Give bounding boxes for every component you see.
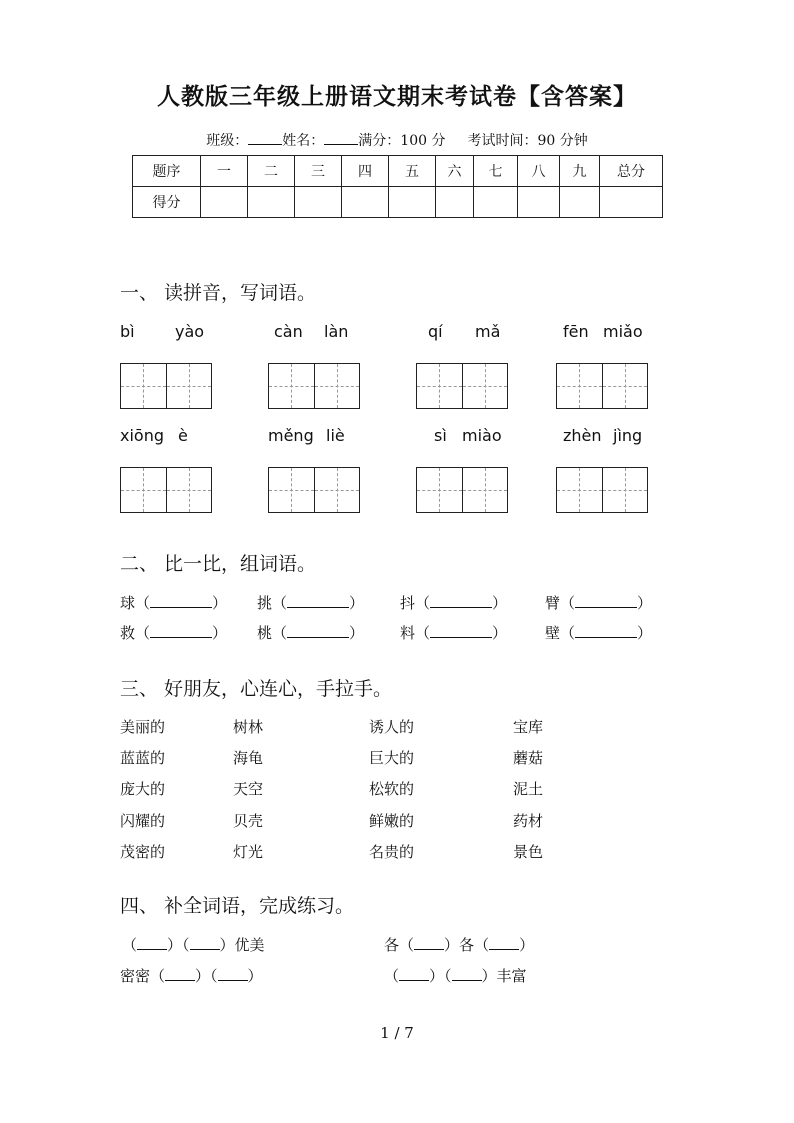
score-header-cell: 四 [342, 156, 389, 187]
page-number: 1 / 7 [380, 1024, 414, 1042]
pinyin: liè [326, 426, 345, 445]
class-label: 班级： [206, 133, 249, 149]
match-word: 蘑菇 [513, 749, 544, 767]
name-label: 姓名： [282, 133, 325, 149]
match-word: 松软的 [369, 780, 415, 798]
match-word: 灯光 [233, 843, 264, 861]
match-word: 美丽的 [120, 718, 166, 736]
pinyin: làn [324, 322, 349, 341]
class-blank [248, 132, 282, 145]
writing-grid[interactable] [556, 363, 648, 409]
section3-heading: 三、 好朋友，心连心，手拉手。 [120, 678, 393, 700]
score-header-cell: 二 [248, 156, 295, 187]
match-word: 海龟 [233, 749, 264, 767]
score-cell[interactable] [295, 187, 342, 218]
section2-heading: 二、 比一比，组词语。 [120, 553, 317, 575]
pinyin: miào [462, 426, 502, 445]
writing-grid[interactable] [120, 363, 212, 409]
pinyin: càn [274, 322, 303, 341]
pinyin: fēn [563, 322, 589, 341]
pinyin: xiōng [120, 426, 164, 445]
exam-time: 考试时间：90 分钟 [467, 133, 588, 149]
writing-grid[interactable] [416, 467, 508, 513]
score-header-cell: 题序 [133, 156, 201, 187]
pinyin: měng [268, 426, 314, 445]
score-cell[interactable] [389, 187, 436, 218]
match-word: 蓝蓝的 [120, 749, 166, 767]
exam-info [0, 130, 794, 150]
match-word: 诱人的 [369, 718, 415, 736]
name-blank [324, 132, 358, 145]
score-header-cell: 一 [201, 156, 248, 187]
match-word: 树林 [233, 718, 264, 736]
match-word: 宝库 [513, 718, 544, 736]
score-cell[interactable] [342, 187, 389, 218]
writing-grid[interactable] [268, 363, 360, 409]
pinyin: sì [434, 426, 447, 445]
word-blank[interactable]: 桃（ ） [257, 624, 365, 642]
score-cell[interactable] [560, 187, 600, 218]
writing-grid[interactable] [556, 467, 648, 513]
match-word: 景色 [513, 843, 544, 861]
word-blank[interactable]: 臂（ ） [545, 594, 653, 612]
match-word: 名贵的 [369, 843, 415, 861]
match-word: 巨大的 [369, 749, 415, 767]
page-title: 人教版三年级上册语文期末考试卷【含答案】 [157, 83, 637, 110]
writing-grid[interactable] [416, 363, 508, 409]
pinyin: è [178, 426, 188, 445]
score-table [132, 155, 663, 218]
match-word: 药材 [513, 812, 544, 830]
score-header-cell: 八 [518, 156, 560, 187]
score-header-cell: 总分 [600, 156, 663, 187]
match-word: 贝壳 [233, 812, 264, 830]
match-word: 泥土 [513, 780, 544, 798]
match-word: 天空 [233, 780, 264, 798]
match-word: 鲜嫩的 [369, 812, 415, 830]
score-cell[interactable] [600, 187, 663, 218]
pinyin: zhèn [563, 426, 602, 445]
pinyin: jìng [613, 426, 643, 445]
pinyin: yào [175, 322, 205, 341]
score-value-row [133, 187, 663, 218]
score-cell[interactable] [518, 187, 560, 218]
score-header-cell: 五 [389, 156, 436, 187]
score-cell[interactable] [201, 187, 248, 218]
section1-heading: 一、 读拼音，写词语。 [120, 282, 317, 304]
word-blank[interactable]: 球（ ） [120, 594, 228, 612]
word-blank[interactable]: 壁（ ） [545, 624, 653, 642]
match-word: 庞大的 [120, 780, 166, 798]
word-blank[interactable]: 挑（ ） [257, 594, 365, 612]
score-header-row [133, 156, 663, 187]
full-score: 满分：100 分 [358, 133, 446, 149]
fill-word[interactable]: （ ）（ ）丰富 [384, 967, 527, 985]
word-blank[interactable]: 救（ ） [120, 624, 228, 642]
fill-word[interactable]: 密密（ ）（ ） [120, 967, 263, 985]
score-cell[interactable] [248, 187, 295, 218]
fill-word[interactable]: （ ）（ ）优美 [122, 936, 265, 954]
score-row-label: 得分 [133, 187, 201, 218]
word-blank[interactable]: 抖（ ） [400, 594, 508, 612]
score-header-cell: 三 [295, 156, 342, 187]
pinyin: mǎ [475, 322, 501, 341]
fill-word[interactable]: 各（ ）各（ ） [384, 936, 535, 954]
score-header-cell: 六 [436, 156, 474, 187]
section4-heading: 四、 补全词语，完成练习。 [120, 895, 355, 917]
pinyin: miǎo [603, 322, 643, 341]
score-cell[interactable] [474, 187, 518, 218]
score-cell[interactable] [436, 187, 474, 218]
match-word: 闪耀的 [120, 812, 166, 830]
score-header-cell: 七 [474, 156, 518, 187]
word-blank[interactable]: 料（ ） [400, 624, 508, 642]
writing-grid[interactable] [120, 467, 212, 513]
pinyin: qí [428, 322, 443, 341]
match-word: 茂密的 [120, 843, 166, 861]
score-header-cell: 九 [560, 156, 600, 187]
writing-grid[interactable] [268, 467, 360, 513]
pinyin: bì [120, 322, 135, 341]
